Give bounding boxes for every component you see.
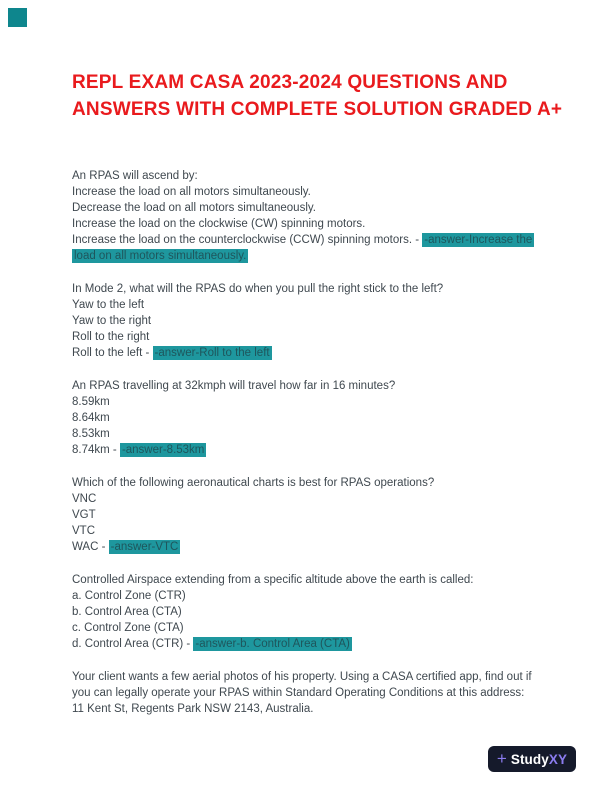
question-text: c. Control Zone (CTA) (72, 622, 184, 634)
plus-icon: + (496, 748, 507, 768)
question-text: you can legally operate your RPAS within Standard Operating Conditions at this address: (72, 687, 525, 699)
text-line (72, 669, 550, 685)
question-block (72, 572, 550, 652)
answer-highlight: -answer-Increase the (424, 234, 533, 246)
question-text: Decrease the load on all motors simultaneously. (72, 202, 316, 214)
text-line (72, 297, 550, 313)
text-line (72, 539, 550, 555)
question-text: Increase the load on the clockwise (CW) spinning motors. (72, 218, 366, 230)
question-text: 8.64km (72, 412, 110, 424)
text-line (72, 168, 550, 184)
question-text: Roll to the right (72, 331, 150, 343)
question-text: b. Control Area (CTA) (72, 606, 182, 618)
question-text: 8.59km (72, 396, 110, 408)
question-text: Yaw to the right (72, 315, 152, 327)
page-title (72, 69, 562, 123)
corner-accent-square (8, 8, 27, 27)
question-text: VNC (72, 493, 97, 505)
brand-study-text: Study (510, 751, 549, 767)
text-line (72, 572, 550, 588)
answer-highlight: load on all motors simultaneously. (74, 250, 247, 262)
question-text: 8.53km (72, 428, 110, 440)
question-text: d. Control Area (CTR) - (72, 638, 194, 650)
text-line (72, 410, 550, 426)
qa-content (72, 168, 550, 734)
answer-highlight: -answer-b. Control Area (CTA) (195, 638, 350, 650)
question-text: An RPAS will ascend by: (72, 170, 198, 182)
question-text: VGT (72, 509, 96, 521)
brand-wordmark (511, 752, 567, 767)
text-line (72, 232, 550, 248)
answer-highlight: -answer-VTC (110, 541, 179, 553)
text-line (72, 523, 550, 539)
studyxy-logo (488, 746, 576, 772)
text-line (72, 620, 550, 636)
text-line (72, 604, 550, 620)
question-text: 8.74km - (72, 444, 120, 456)
question-text: Yaw to the left (72, 299, 145, 311)
question-text: Increase the load on the counterclockwise (CCW) spinning motors. - (72, 234, 423, 246)
text-line (72, 313, 550, 329)
question-block (72, 281, 550, 361)
question-text: 11 Kent St, Regents Park NSW 2143, Australia. (72, 703, 314, 715)
brand-xy-text: XY (548, 751, 568, 767)
question-block (72, 475, 550, 555)
question-block (72, 168, 550, 264)
question-text: Increase the load on all motors simultaneously. (72, 186, 311, 198)
text-line (72, 248, 550, 264)
answer-highlight: -answer-Roll to the left (154, 347, 270, 359)
question-text: Roll to the left - (72, 347, 153, 359)
answer-highlight: -answer-8.53km (121, 444, 205, 456)
text-line (72, 475, 550, 491)
text-line (72, 378, 550, 394)
question-text: WAC - (72, 541, 109, 553)
text-line (72, 685, 550, 701)
text-line (72, 426, 550, 442)
text-line (72, 184, 550, 200)
text-line (72, 329, 550, 345)
question-text: Controlled Airspace extending from a specific altitude above the earth is called: (72, 574, 474, 586)
text-line (72, 507, 550, 523)
text-line (72, 442, 550, 458)
text-line (72, 588, 550, 604)
question-block (72, 669, 550, 717)
text-line (72, 281, 550, 297)
question-block (72, 378, 550, 458)
text-line (72, 636, 550, 652)
text-line (72, 345, 550, 361)
title-line-2: ANSWERS WITH COMPLETE SOLUTION GRADED A+ (72, 99, 563, 120)
text-line (72, 701, 550, 717)
question-text: An RPAS travelling at 32kmph will travel how far in 16 minutes? (72, 380, 396, 392)
title-line-1: REPL EXAM CASA 2023-2024 QUESTIONS AND (72, 72, 508, 93)
text-line (72, 491, 550, 507)
text-line (72, 394, 550, 410)
question-text: In Mode 2, what will the RPAS do when you pull the right stick to the left? (72, 283, 444, 295)
question-text: VTC (72, 525, 95, 537)
question-text: a. Control Zone (CTR) (72, 590, 186, 602)
text-line (72, 216, 550, 232)
question-text: Which of the following aeronautical charts is best for RPAS operations? (72, 477, 435, 489)
text-line (72, 200, 550, 216)
question-text: Your client wants a few aerial photos of his property. Using a CASA certified app, find out if (72, 671, 532, 683)
